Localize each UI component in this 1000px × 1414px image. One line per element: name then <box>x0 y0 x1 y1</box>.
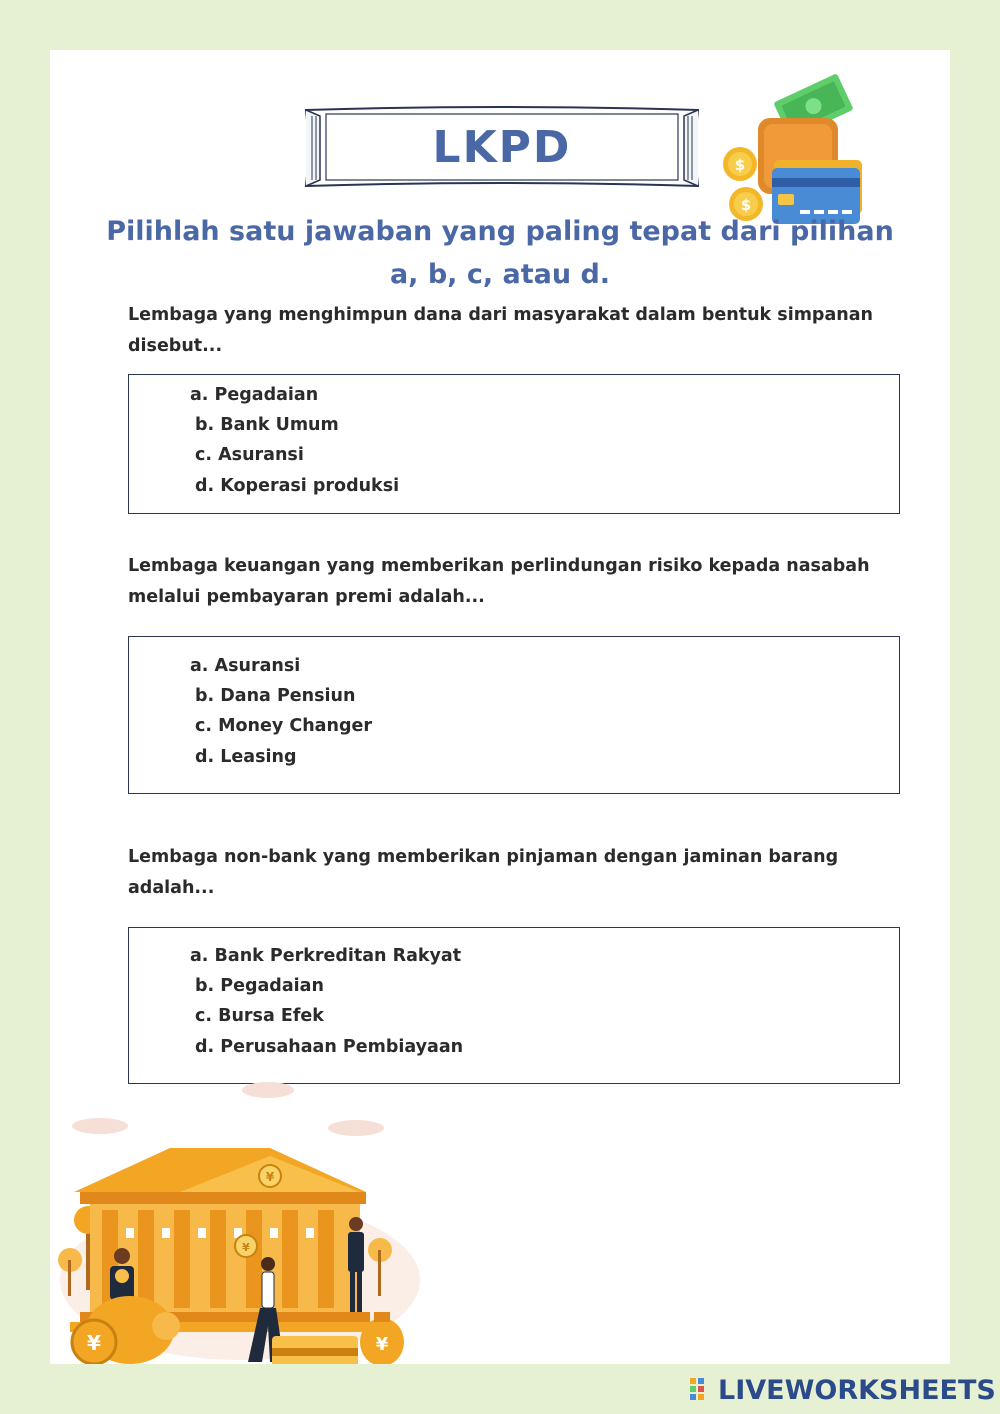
question-2-text: Lembaga keuangan yang memberikan perlindungan risiko kepada nasabah melalui pembayaran premi adalah... <box>128 556 870 607</box>
liveworksheets-grid-icon <box>690 1378 712 1402</box>
question-3-text: Lembaga non-bank yang memberikan pinjaman dengan jaminan barang adalah... <box>128 847 839 898</box>
worksheet-page <box>50 50 950 1364</box>
bank-building-illustration <box>50 1080 430 1364</box>
question-3-answer-box <box>128 927 900 1084</box>
question-3-option-c[interactable]: c. Bursa Efek <box>195 1006 324 1026</box>
question-3-option-d[interactable]: d. Perusahaan Pembiayaan <box>195 1037 464 1057</box>
question-3-option-a[interactable]: a. Bank Perkreditan Rakyat <box>190 946 462 966</box>
svg-text:$: $ <box>740 196 752 214</box>
svg-text:¥: ¥ <box>265 1170 275 1184</box>
svg-text:¥: ¥ <box>242 1241 250 1254</box>
question-2-answer-box <box>128 636 900 794</box>
question-1-answer-box <box>128 374 900 514</box>
question-1-option-c[interactable]: c. Asuransi <box>195 445 304 465</box>
question-2-option-a[interactable]: a. Asuransi <box>190 656 301 676</box>
svg-text:¥: ¥ <box>87 1331 101 1355</box>
svg-text:$: $ <box>734 156 746 174</box>
liveworksheets-logo[interactable] <box>690 1374 996 1406</box>
title-banner <box>302 104 702 190</box>
page-title: LKPD <box>432 121 572 173</box>
question-2-option-c[interactable]: c. Money Changer <box>195 716 372 736</box>
question-1-option-d[interactable]: d. Koperasi produksi <box>195 476 400 496</box>
question-1-option-b[interactable]: b. Bank Umum <box>195 415 339 435</box>
question-3-option-b[interactable]: b. Pegadaian <box>195 976 324 996</box>
question-2-option-d[interactable]: d. Leasing <box>195 747 297 767</box>
instruction-text: Pilihlah satu jawaban yang paling tepat dari pilihan a, b, c, atau d. <box>106 216 894 290</box>
question-1-option-a[interactable]: a. Pegadaian <box>190 385 319 405</box>
brand-name: LIVEWORKSHEETS <box>718 1374 996 1406</box>
wallet-cards-coins-icon <box>718 64 868 224</box>
question-2-option-b[interactable]: b. Dana Pensiun <box>195 686 356 706</box>
question-1-text: Lembaga yang menghimpun dana dari masyarakat dalam bentuk simpanan disebut... <box>128 305 873 356</box>
svg-text:¥: ¥ <box>375 1334 389 1355</box>
